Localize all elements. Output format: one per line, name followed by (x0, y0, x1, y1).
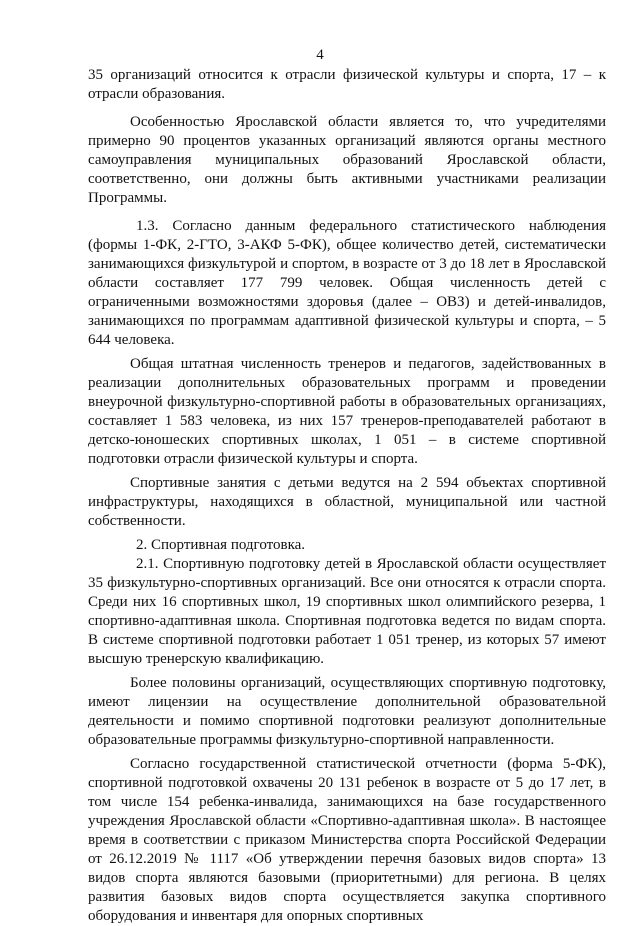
paragraph: Спортивные занятия с детьми ведутся на 2 594 объектах спортивной инфраструктуры, находящихся в областной, муниципальной или частной собственности. (88, 475, 606, 529)
page-number: 4 (316, 47, 324, 63)
paragraph: Общая штатная численность тренеров и педагогов, задействованных в реализации дополнительных образовательных программ и проведении внеурочной физкультурно-спортивной работы в образовательных организациях, составляет 1 583 человека, из них 157 тренеров-преподавателей работают в детско-юношеских спортивных школах, 1 051 – в системе спортивной подготовки отрасли физической культуры и спорта. (88, 356, 606, 467)
paragraph: 1.3. Согласно данным федерального статистического наблюдения (формы 1-ФК, 2-ГТО, 3-АКФ 5-ФК), общее количество детей, систематически занимающихся физкультурой и спортом, в возрасте от 3 до 18 лет в Ярославской области составляет 177 799 человек. Общая численность детей с ограниченными возможностями здоровья (далее – ОВЗ) и детей-инвалидов, занимающихся по программам адаптивной физической культуры и спорта, – 5 644 человека. (88, 218, 606, 348)
paragraph: Особенностью Ярославской области является то, что учредителями примерно 90 процентов указанных организаций являются органы местного самоуправления муниципальных образований Ярославской области, соответственно, они должны быть активными участниками реализации Программы. (88, 114, 606, 206)
paragraph: 35 организаций относится к отрасли физической культуры и спорта, 17 – к отрасли образования. (88, 67, 606, 102)
body-text (88, 66, 606, 926)
paragraph: Более половины организаций, осуществляющих спортивную подготовку, имеют лицензии на осуществление дополнительной образовательной деятельности и помимо спортивной подготовки реализуют дополнительные образовательные программы физкультурно-спортивной направленности. (88, 675, 606, 748)
section-heading: 2. Спортивная подготовка. (136, 537, 306, 553)
paragraph: Согласно государственной статистической отчетности (форма 5-ФК), спортивной подготовкой охвачены 20 131 ребенок в возрасте от 5 до 17 лет, в том числе 154 ребенка-инвалида, занимающихся на базе государственного учреждения Ярославской области «Спортивно-адаптивная школа». В настоящее время в соответствии с приказом Министерства спорта Российской Федерации от 26.12.2019 № 1117 «Об утверждении перечня базовых видов спорта» 13 видов спорта являются базовыми (приоритетными) для региона. В целях развития базовых видов спорта осуществляется закупка спортивного оборудования и инвентаря для опорных спортивных (88, 756, 606, 924)
paragraph: 2.1. Спортивную подготовку детей в Ярославской области осуществляет 35 физкультурно-спортивных организаций. Все они относятся к отрасли спорта. Среди них 16 спортивных школ, 19 спортивных школ олимпийского резерва, 1 спортивно-адаптивная школа. Спортивная подготовка ведется по видам спорта. В системе спортивной подготовки работает 1 051 тренер, из которых 57 имеют высшую тренерскую квалификацию. (88, 556, 606, 667)
